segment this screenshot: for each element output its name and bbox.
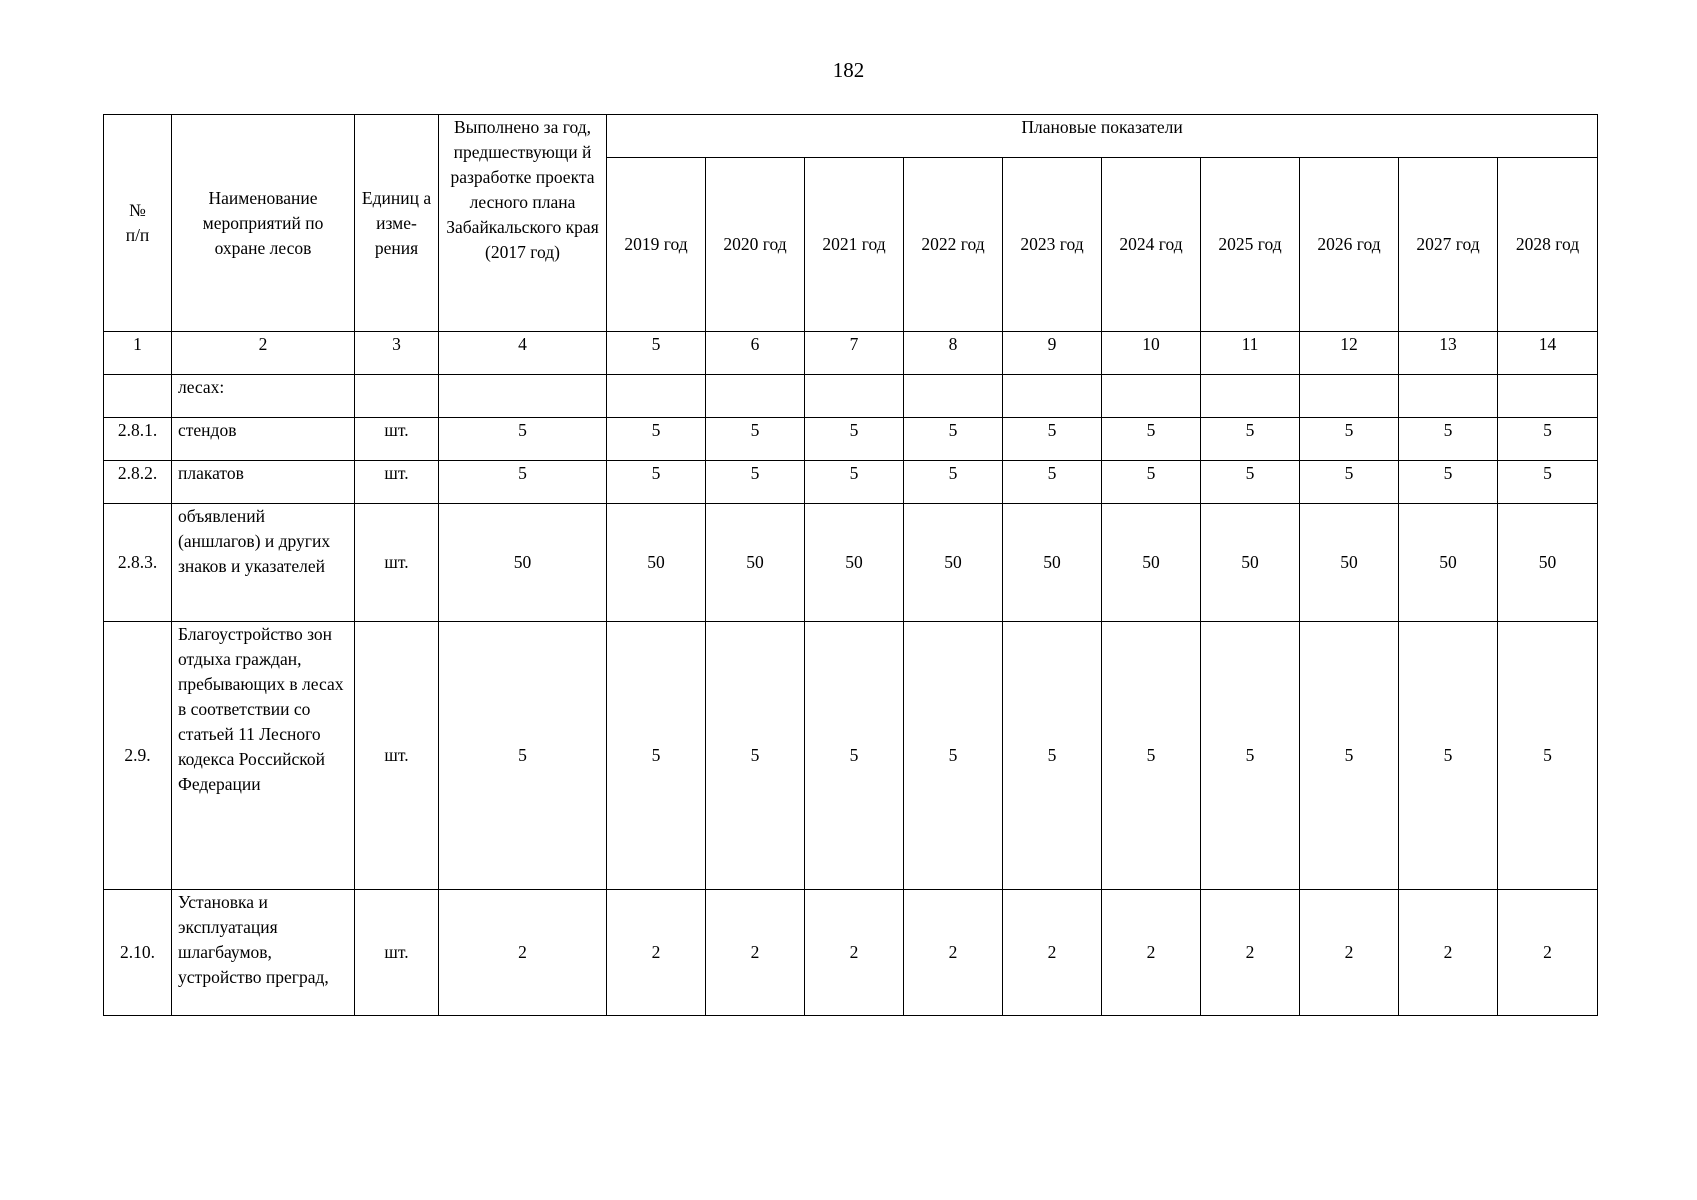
activity-name: лесах: — [172, 375, 355, 418]
unit: шт. — [355, 890, 439, 1016]
plan-value: 50 — [607, 504, 706, 622]
plan-value: 5 — [1102, 461, 1201, 504]
plan-value — [706, 375, 805, 418]
column-number: 1 — [104, 332, 172, 375]
plan-value: 50 — [1102, 504, 1201, 622]
row-number — [104, 375, 172, 418]
plan-value: 50 — [1201, 504, 1300, 622]
done-2017: 2 — [439, 890, 607, 1016]
table-row — [104, 418, 1598, 461]
unit — [355, 375, 439, 418]
plan-value: 50 — [1300, 504, 1399, 622]
plan-value: 50 — [1498, 504, 1598, 622]
plan-value — [1201, 375, 1300, 418]
done-2017 — [439, 375, 607, 418]
plan-value: 2 — [1399, 890, 1498, 1016]
activity-name: Благоустройство зон отдыха граждан, пребывающих в лесах в соответствии со статьей 11 Лесного кодекса Российской Федерации — [172, 622, 355, 890]
header-col-done: Выполнено за год, предшествующи й разработке проекта лесного плана Забайкальского края (2017 год) — [439, 115, 607, 332]
column-number: 13 — [1399, 332, 1498, 375]
plan-value: 5 — [805, 622, 904, 890]
plan-value: 2 — [805, 890, 904, 1016]
plan-value: 2 — [904, 890, 1003, 1016]
plan-value: 5 — [904, 461, 1003, 504]
plan-value: 2 — [1498, 890, 1598, 1016]
plan-value — [904, 375, 1003, 418]
plan-value: 2 — [1003, 890, 1102, 1016]
header-year-9: 2027 год — [1399, 158, 1498, 332]
plan-value: 5 — [1102, 418, 1201, 461]
row-number: 2.8.2. — [104, 461, 172, 504]
plan-value: 5 — [1300, 418, 1399, 461]
column-number: 7 — [805, 332, 904, 375]
header-year-3: 2021 год — [805, 158, 904, 332]
plan-value: 50 — [904, 504, 1003, 622]
plan-value: 5 — [1498, 622, 1598, 890]
plan-value: 5 — [706, 418, 805, 461]
plan-value: 50 — [706, 504, 805, 622]
activity-name: стендов — [172, 418, 355, 461]
plan-value: 5 — [1003, 418, 1102, 461]
done-2017: 5 — [439, 622, 607, 890]
page-number: 182 — [832, 58, 865, 82]
activity-name: объявлений (аншлагов) и других знаков и указателей — [172, 504, 355, 622]
plan-value: 5 — [1300, 622, 1399, 890]
header-col-no: № п/п — [104, 115, 172, 332]
header-year-6: 2024 год — [1102, 158, 1201, 332]
plan-value: 5 — [1201, 418, 1300, 461]
header-planned: Плановые показатели — [607, 115, 1598, 158]
plan-value — [1300, 375, 1399, 418]
header-year-5: 2023 год — [1003, 158, 1102, 332]
header-year-1: 2019 год — [607, 158, 706, 332]
plan-value: 5 — [1201, 622, 1300, 890]
plan-value — [607, 375, 706, 418]
plan-value: 5 — [607, 461, 706, 504]
column-number: 12 — [1300, 332, 1399, 375]
activity-name: Установка и эксплуатация шлагбаумов, устройство преград, — [172, 890, 355, 1016]
column-number: 5 — [607, 332, 706, 375]
plan-value: 5 — [1003, 622, 1102, 890]
row-number: 2.9. — [104, 622, 172, 890]
plan-value: 5 — [1003, 461, 1102, 504]
plan-value: 5 — [1300, 461, 1399, 504]
column-number: 6 — [706, 332, 805, 375]
plan-value: 5 — [1102, 622, 1201, 890]
unit: шт. — [355, 504, 439, 622]
table-row — [104, 890, 1598, 1016]
column-number: 9 — [1003, 332, 1102, 375]
plan-value: 5 — [706, 461, 805, 504]
done-2017: 5 — [439, 418, 607, 461]
plan-value: 5 — [1399, 418, 1498, 461]
column-number: 3 — [355, 332, 439, 375]
plan-value: 2 — [1300, 890, 1399, 1016]
column-numbers-row — [104, 332, 1598, 375]
column-number: 2 — [172, 332, 355, 375]
plan-value — [1102, 375, 1201, 418]
plan-value — [1399, 375, 1498, 418]
unit: шт. — [355, 461, 439, 504]
plan-value: 5 — [805, 418, 904, 461]
plan-value: 5 — [706, 622, 805, 890]
column-number: 4 — [439, 332, 607, 375]
plan-value — [805, 375, 904, 418]
plan-value — [1498, 375, 1598, 418]
plan-value — [1003, 375, 1102, 418]
table-row — [104, 461, 1598, 504]
header-year-2: 2020 год — [706, 158, 805, 332]
plan-value: 5 — [805, 461, 904, 504]
header-row — [104, 115, 1598, 158]
header-year-10: 2028 год — [1498, 158, 1598, 332]
column-number: 11 — [1201, 332, 1300, 375]
plan-value: 2 — [607, 890, 706, 1016]
header-year-7: 2025 год — [1201, 158, 1300, 332]
column-number: 10 — [1102, 332, 1201, 375]
plan-value: 5 — [904, 622, 1003, 890]
done-2017: 5 — [439, 461, 607, 504]
row-number: 2.10. — [104, 890, 172, 1016]
unit: шт. — [355, 622, 439, 890]
plan-value: 2 — [1201, 890, 1300, 1016]
row-number: 2.8.3. — [104, 504, 172, 622]
table-row — [104, 622, 1598, 890]
plan-value: 50 — [1003, 504, 1102, 622]
activity-name: плакатов — [172, 461, 355, 504]
plan-value: 5 — [607, 622, 706, 890]
plan-value: 50 — [805, 504, 904, 622]
plan-value: 5 — [1498, 461, 1598, 504]
table-row — [104, 504, 1598, 622]
plan-value: 5 — [904, 418, 1003, 461]
plan-value: 5 — [1201, 461, 1300, 504]
plan-value: 5 — [607, 418, 706, 461]
unit: шт. — [355, 418, 439, 461]
table-row — [104, 375, 1598, 418]
plan-value: 5 — [1399, 461, 1498, 504]
plan-value: 5 — [1498, 418, 1598, 461]
plan-value: 50 — [1399, 504, 1498, 622]
header-year-8: 2026 год — [1300, 158, 1399, 332]
column-number: 14 — [1498, 332, 1598, 375]
plan-value: 5 — [1399, 622, 1498, 890]
header-col-name: Наименование мероприятий по охране лесов — [172, 115, 355, 332]
header-col-unit: Единиц а изме-рения — [355, 115, 439, 332]
plan-value: 2 — [706, 890, 805, 1016]
plan-value: 2 — [1102, 890, 1201, 1016]
row-number: 2.8.1. — [104, 418, 172, 461]
forest-protection-table — [103, 114, 1598, 1016]
header-year-4: 2022 год — [904, 158, 1003, 332]
done-2017: 50 — [439, 504, 607, 622]
column-number: 8 — [904, 332, 1003, 375]
